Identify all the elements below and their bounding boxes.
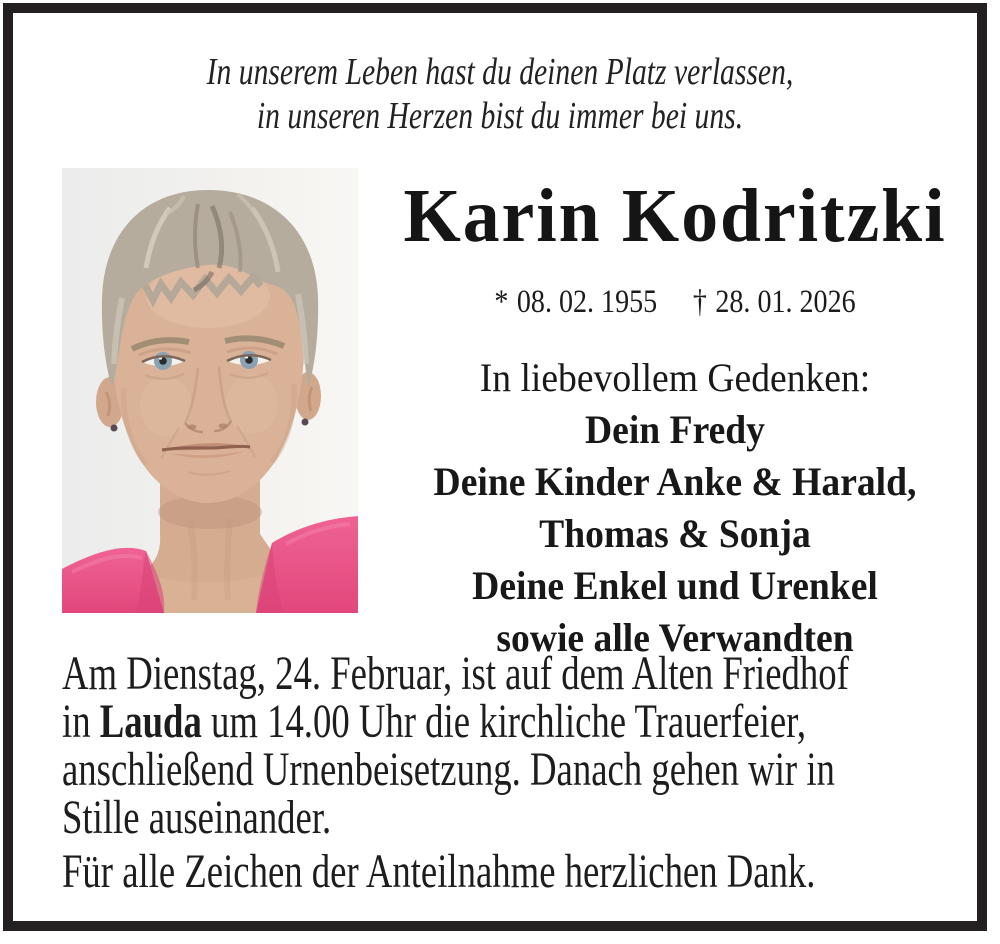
funeral-line-4: Stille auseinander. [62, 791, 332, 844]
funeral-line-2-pre: in [62, 695, 100, 748]
memorial-intro: In liebevollem Gedenken: [479, 355, 871, 400]
death-date: 28. 01. 2026 [715, 284, 856, 320]
mourner-line-relatives: sowie alle Verwandten [496, 615, 854, 660]
portrait-illustration [62, 168, 358, 613]
portrait-photo [62, 168, 358, 613]
thanks-line: Für alle Zeichen der Anteilnahme herzlichen Dank. [62, 845, 816, 898]
mourner-line-husband: Dein Fredy [585, 407, 765, 452]
mourner-line-grandchildren: Deine Enkel und Urenkel [472, 563, 878, 608]
funeral-line-3: anschließend Urnenbeisetzung. Danach gehen wir in [62, 743, 835, 796]
epigraph-line-2: in unseren Herzen bist du immer bei uns. [256, 95, 744, 137]
epigraph-line-1: In unserem Leben hast du deinen Platz verlassen, [206, 51, 794, 93]
birth-date: 08. 02. 1955 [516, 284, 658, 320]
mourner-line-children-1: Deine Kinder Anke & Harald, [433, 459, 917, 504]
birth-star-symbol: * [494, 284, 509, 320]
funeral-details [62, 647, 980, 844]
death-date-group [693, 284, 856, 320]
funeral-place: Lauda [99, 695, 202, 748]
mourner-line-children-2: Thomas & Sonja [539, 511, 811, 556]
deceased-name: Karin Kodritzki [403, 174, 947, 258]
funeral-line-1: Am Dienstag, 24. Februar, ist auf dem Alten Friedhof [62, 647, 849, 700]
life-dates [417, 282, 932, 322]
birth-date-group [494, 284, 657, 320]
death-cross-symbol: † [692, 284, 707, 320]
funeral-line-2-post: um 14.00 Uhr die kirchliche Trauerfeier, [201, 695, 807, 748]
memorial-block [390, 352, 960, 664]
funeral-line-2 [62, 695, 980, 748]
